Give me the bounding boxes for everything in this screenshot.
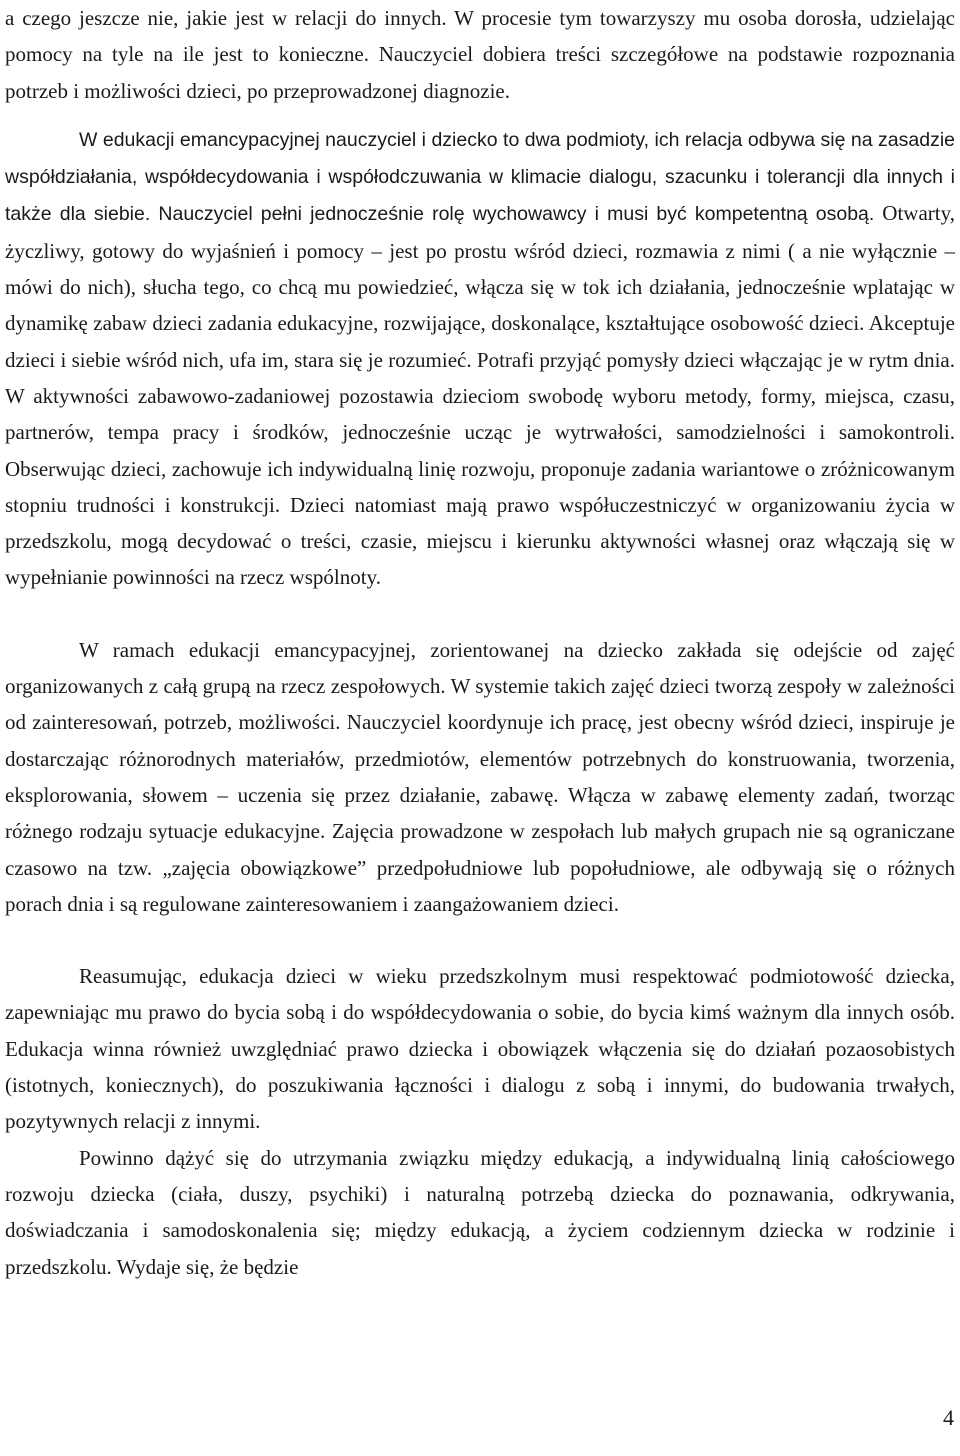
paragraph-text-sans: W edukacji emancypacyjnej nauczyciel i dziecko to dwa podmioty, ich relacja odbywa się na zasadzie współdziałania, współdecydowania i współodczuwania w klimacie dialogu, szacunku i tolerancji dla innych i także dla siebie. Nauczyciel pełni jednocześnie rolę wychowawcy i musi być kompetentną osobą. — [5, 128, 955, 226]
paragraph-text: W ramach edukacji emancypacyjnej, zorientowanej na dziecko zakłada się odejście od zajęć organizowanych z całą grupą na rzecz zespołowych. W systemie takich zajęć dzieci tworzą zespoły w zależności od zainteresowań, potrzeb, możliwości. Nauczyciel koordynuje ich pracę, jest obecny wśród dzieci, inspiruje je dostarczając różnorodnych materiałów, przedmiotów, elementów potrzebnych do konstruowania, tworzenia, eksplorowania, słowem – uczenia się przez działanie, zabawę. Włącza w zabawę elementy zadań, tworząc różnego rodzaju sytuacje edukacyjne. Zajęcia prowadzone w zespołach lub małych grupach nie są ograniczane czasowo na tzw. „zajęcia obowiązkowe” przedpołudniowe lub popołudniowe, ale odbywają się o różnych porach dnia i są regulowane zainteresowaniem i zaangażowaniem dzieci. — [5, 637, 955, 916]
paragraph-text: Reasumując, edukacja dzieci w wieku przedszkolnym musi respektować podmiotowość dziecka, zapewniając mu prawo do bycia sobą i do współdecydowania o sobie, do bycia kimś ważnym dla innych osób. Edukacja winna również uwzględniać prawo dziecka i obowiązek włączenia się do działań pozaosobistych (istotnych, koniecznych), do poszukiwania łączności i dialogu z sobą i innymi, do budowania trwałych, pozytywnych relacji z innymi. — [5, 964, 955, 1134]
paragraph-relationship — [5, 1140, 955, 1285]
paragraph-emancipatory-education — [5, 121, 955, 596]
page-number: 4 — [943, 1405, 954, 1430]
paragraph-intro-continued — [5, 0, 955, 109]
paragraph-text: a czego jeszcze nie, jakie jest w relacji do innych. W procesie tym towarzyszy mu osoba dorosła, udzielając pomocy na tyle na ile jest to konieczne. Nauczyciel dobiera treści szczegółowe na podstawie rozpoznania potrzeb i możliwości dzieci, po przeprowadzonej diagnozie. — [5, 6, 955, 103]
paragraph-text: Otwarty, życzliwy, gotowy do wyjaśnień i pomocy – jest po prostu wśród dzieci, rozmawia z nimi ( a nie wyłącznie – mówi do nich), słucha tego, co chcą mu powiedzieć, włącza się w tok ich działania, jednocześnie wplatając w dynamikę zabaw dzieci zadania edukacyjne, rozwijające, doskonalące, kształtujące osobowość dzieci. Akceptuje dzieci i siebie wśród nich, ufa im, stara się je rozumieć. Potrafi przyjąć pomysły dzieci włączając je w rytm dnia. W aktywności zabawowo-zadaniowej pozostawia dzieciom swobodę wyboru metody, formy, miejsca, czasu, partnerów, tempa pracy i środków, jednocześnie ucząc je wytrwałości, samodzielności i samokontroli. Obserwując dzieci, zachowuje ich indywidualną linię rozwoju, proponuje zadania wariantowe o zróżnicowanym stopniu trudności i konstrukcji. Dzieci natomiast mają prawo współuczestniczyć w organizowaniu życia w przedszkolu, mogą decydować o treści, czasie, miejscu i kierunku aktywności własnej oraz włączają się w wypełnianie powinności na rzecz wspólnoty. — [5, 201, 955, 590]
paragraph-text: Powinno dążyć się do utrzymania związku między edukacją, a indywidualną linią całościowego rozwoju dziecka (ciała, duszy, psychiki) i naturalną potrzebą dziecka do poznawania, odkrywania, doświadczania i samodoskonalenia się; między edukacją, a życiem codziennym dziecka w rodzinie i przedszkolu. Wydaje się, że będzie — [5, 1145, 955, 1279]
document-page — [5, 0, 955, 1285]
paragraph-summary — [5, 958, 955, 1139]
paragraph-group-activities — [5, 632, 955, 922]
